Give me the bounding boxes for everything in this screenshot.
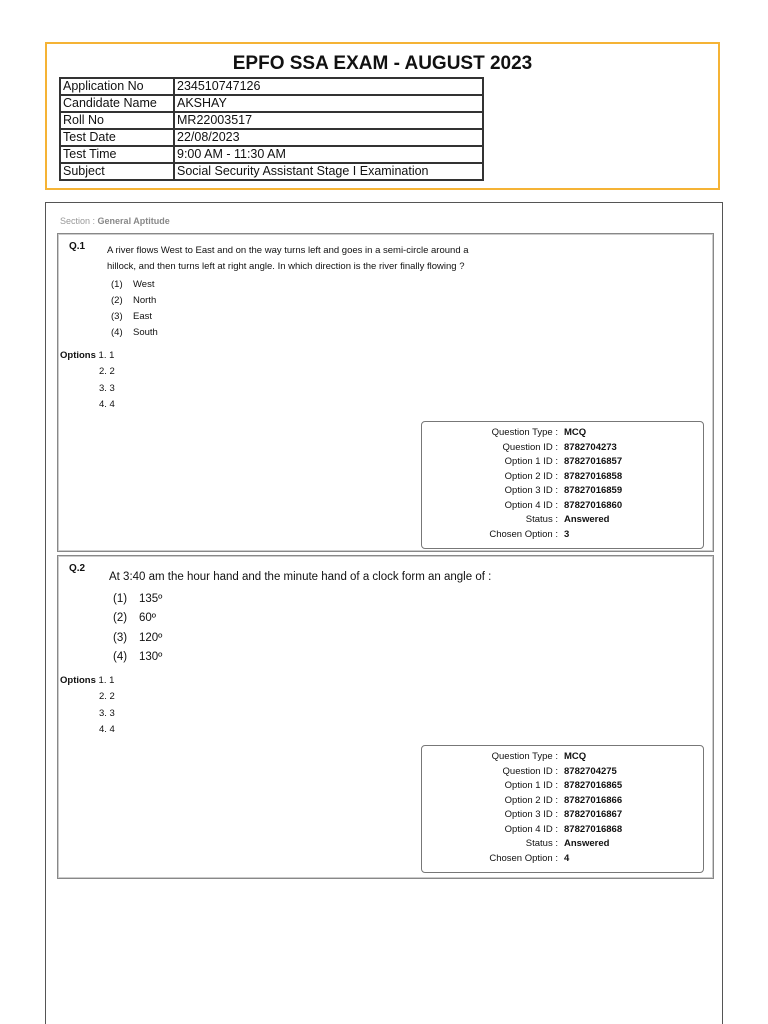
meta-row <box>422 499 703 513</box>
meta-row <box>422 441 703 455</box>
meta-value: Answered <box>564 514 610 525</box>
meta-label: Option 2 ID : <box>504 470 558 482</box>
question-card-1 <box>57 233 714 552</box>
options-list <box>60 675 114 686</box>
meta-value: 87827016857 <box>564 456 623 467</box>
meta-value: 8782704273 <box>564 441 617 453</box>
meta-row <box>422 794 703 808</box>
question-meta-panel <box>421 421 704 549</box>
info-label: Application No <box>60 78 174 95</box>
meta-label: Status : <box>525 514 558 525</box>
meta-label: Option 2 ID : <box>504 794 558 806</box>
option-line: 2. 2 <box>99 691 115 702</box>
meta-label: Option 4 ID : <box>504 499 558 511</box>
info-value: Social Security Assistant Stage I Examination <box>174 163 483 180</box>
choice-item <box>113 612 156 624</box>
question-meta-panel <box>421 745 704 873</box>
meta-value: MCQ <box>564 751 587 762</box>
choice-item <box>111 279 154 290</box>
info-value: 22/08/2023 <box>174 129 483 146</box>
meta-row <box>422 426 703 440</box>
choice-text: South <box>133 327 158 338</box>
meta-row <box>422 470 703 484</box>
option-line: 1. 1 <box>98 675 115 686</box>
choice-text: East <box>133 311 153 322</box>
meta-value: 87827016860 <box>564 499 623 511</box>
option-line: 4. 4 <box>99 399 115 410</box>
meta-row <box>422 513 703 527</box>
meta-value: MCQ <box>564 427 587 438</box>
table-row <box>60 95 483 112</box>
meta-label: Chosen Option : <box>489 852 558 864</box>
option-line: 2. 2 <box>99 366 115 377</box>
meta-label: Question Type : <box>491 751 558 762</box>
meta-label: Option 3 ID : <box>504 809 558 820</box>
options-list <box>60 350 114 361</box>
meta-label: Question ID : <box>502 765 558 777</box>
exam-title: EPFO SSA EXAM - AUGUST 2023 <box>232 53 533 74</box>
choice-number: (3) <box>111 311 123 322</box>
choice-item <box>113 632 162 644</box>
question-card-2 <box>57 555 714 879</box>
question-number: Q.1 <box>69 241 86 252</box>
option-line: 3. 3 <box>99 708 115 719</box>
info-label: Roll No <box>60 112 174 129</box>
meta-value: 87827016865 <box>564 780 623 791</box>
meta-value: 4 <box>564 852 570 864</box>
choice-number: (4) <box>113 651 128 663</box>
info-value: 9:00 AM - 11:30 AM <box>174 146 483 163</box>
info-label: Test Time <box>60 146 174 163</box>
choice-number: (3) <box>113 632 128 644</box>
choice-number: (4) <box>111 327 123 338</box>
meta-value: 3 <box>564 528 570 540</box>
meta-value: 87827016866 <box>564 794 623 806</box>
meta-label: Option 1 ID : <box>504 456 558 467</box>
section-prefix: Section : <box>60 216 96 226</box>
meta-row <box>422 484 703 498</box>
option-line: 1. 1 <box>98 350 115 361</box>
question-text-line2: hillock, and then turns left at right angle. In which direction is the river finally flowing ? <box>107 261 465 272</box>
choice-number: (2) <box>111 295 123 306</box>
choice-item <box>111 327 158 338</box>
meta-value: 87827016867 <box>564 809 623 820</box>
question-text-line1: A river flows West to East and on the way turns left and goes in a semi-circle around a <box>107 245 469 256</box>
meta-label: Status : <box>525 838 558 849</box>
table-row <box>60 146 483 163</box>
meta-row <box>422 765 703 779</box>
choice-item <box>113 593 162 605</box>
meta-value: 87827016859 <box>564 485 623 496</box>
choice-item <box>111 295 156 306</box>
choice-text: West <box>133 279 155 290</box>
choice-text: 130º <box>139 651 163 663</box>
info-value: AKSHAY <box>174 95 483 112</box>
meta-value: 87827016868 <box>564 823 623 835</box>
meta-row <box>422 837 703 851</box>
option-line: 3. 3 <box>99 383 115 394</box>
option-line: 4. 4 <box>99 724 115 735</box>
meta-label: Question ID : <box>502 441 558 453</box>
meta-label: Option 1 ID : <box>504 780 558 791</box>
choice-item <box>113 651 162 663</box>
info-label: Candidate Name <box>60 95 174 112</box>
meta-row <box>422 750 703 764</box>
meta-row <box>422 455 703 469</box>
meta-row <box>422 528 703 542</box>
choice-number: (1) <box>113 593 128 605</box>
meta-row <box>422 852 703 866</box>
choice-text: North <box>133 295 157 306</box>
table-row <box>60 129 483 146</box>
choice-item <box>111 311 152 322</box>
options-label: Options <box>60 675 96 686</box>
choice-text: 60º <box>139 612 156 624</box>
choice-number: (1) <box>111 279 123 290</box>
section-name: General Aptitude <box>97 216 170 226</box>
choice-number: (2) <box>113 612 128 624</box>
question-number: Q.2 <box>69 563 86 574</box>
info-label: Subject <box>60 163 174 180</box>
section-label <box>60 216 170 226</box>
candidate-info-table <box>59 77 484 181</box>
meta-label: Chosen Option : <box>489 528 558 540</box>
meta-label: Option 3 ID : <box>504 485 558 496</box>
info-label: Test Date <box>60 129 174 146</box>
meta-row <box>422 779 703 793</box>
choice-text: 120º <box>139 632 163 644</box>
meta-value: Answered <box>564 838 610 849</box>
choice-text: 135º <box>139 593 163 605</box>
table-row <box>60 78 483 95</box>
info-value: 234510747126 <box>174 78 483 95</box>
meta-value: 87827016858 <box>564 470 623 482</box>
meta-row <box>422 823 703 837</box>
meta-label: Option 4 ID : <box>504 823 558 835</box>
meta-label: Question Type : <box>491 427 558 438</box>
meta-value: 8782704275 <box>564 765 617 777</box>
meta-row <box>422 808 703 822</box>
table-row <box>60 163 483 180</box>
info-value: MR22003517 <box>174 112 483 129</box>
options-label: Options <box>60 350 96 361</box>
table-row <box>60 112 483 129</box>
exam-header <box>45 42 720 190</box>
question-text-line1: At 3:40 am the hour hand and the minute hand of a clock form an angle of : <box>109 571 492 583</box>
